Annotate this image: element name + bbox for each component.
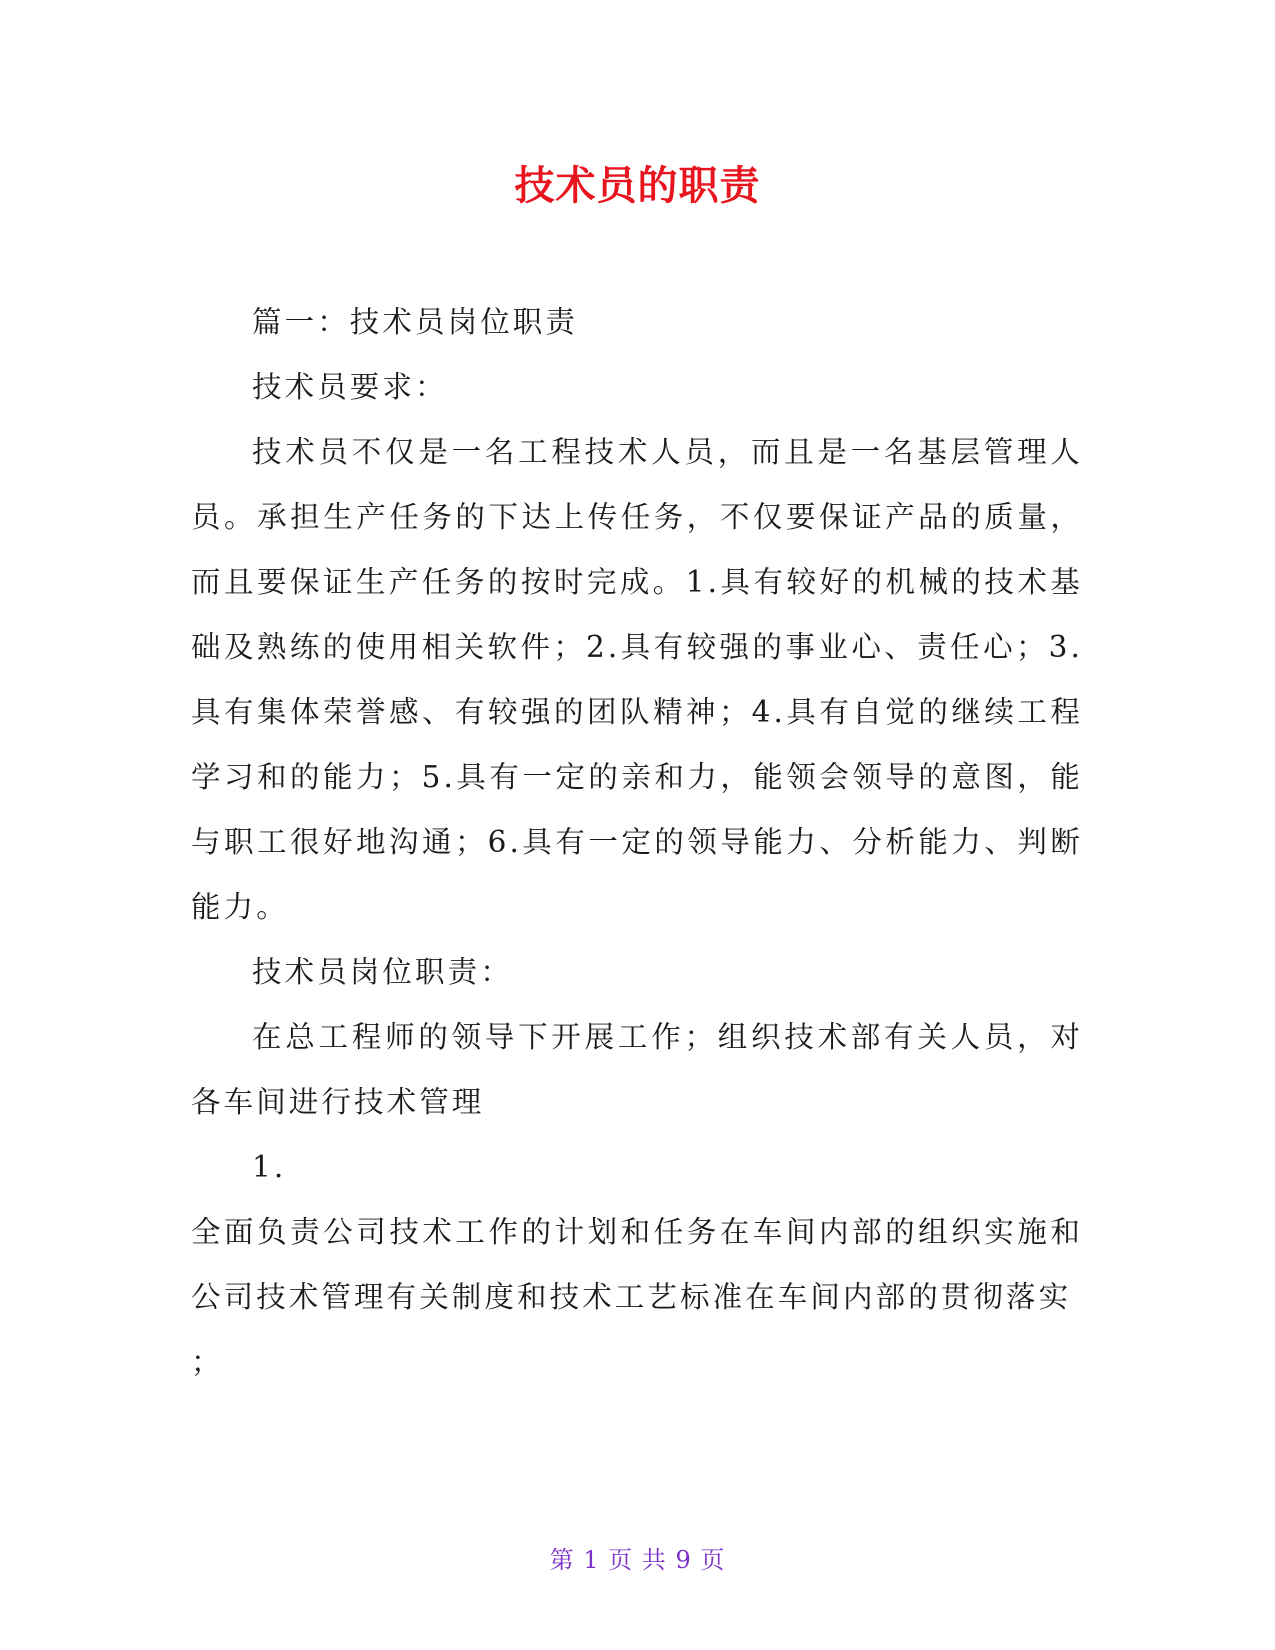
- document-body: [191, 290, 1083, 1395]
- footer-total-pages: 9: [675, 1546, 692, 1574]
- page-number-footer: [0, 1545, 1275, 1575]
- paragraph-duties-heading: 技术员岗位职责：: [252, 955, 513, 989]
- paragraph-section-heading: 篇一：技术员岗位职责: [252, 305, 579, 339]
- paragraph-requirements-heading: 技术员要求：: [252, 370, 448, 404]
- paragraph-requirements-body: 技术员不仅是一名工程技术人员，而且是一名基层管理人员。承担生产任务的下达上传任务，不仅要保证产品的质量，而且要保证生产任务的按时完成。1.具有较好的机械的技术基础及熟练的使用相关软件；2.具有较强的事业心、责任心；3.具有集体荣誉感、有较强的团队精神；4.具有自觉的继续工程学习和的能力；5.具有一定的亲和力，能领会领导的意图，能与职工很好地沟通；6.具有一定的领导能力、分析能力、判断能力。: [191, 435, 1083, 924]
- paragraph-duties-intro: 在总工程师的领导下开展工作；组织技术部有关人员，对各车间进行技术管理: [191, 1020, 1083, 1119]
- paragraph-item-body: 全面负责公司技术工作的计划和任务在车间内部的组织实施和公司技术管理有关制度和技术工艺标准在车间内部的贯彻落实: [191, 1215, 1083, 1314]
- footer-current-page: 1: [583, 1546, 600, 1574]
- document-title: 技术员的职责: [514, 163, 761, 209]
- footer-middle: 页 共: [608, 1546, 667, 1574]
- footer-suffix: 页: [700, 1546, 726, 1574]
- paragraph-item-end: ；: [191, 1345, 224, 1379]
- paragraph-item-number: 1.: [252, 1150, 287, 1184]
- footer-prefix: 第: [549, 1546, 575, 1574]
